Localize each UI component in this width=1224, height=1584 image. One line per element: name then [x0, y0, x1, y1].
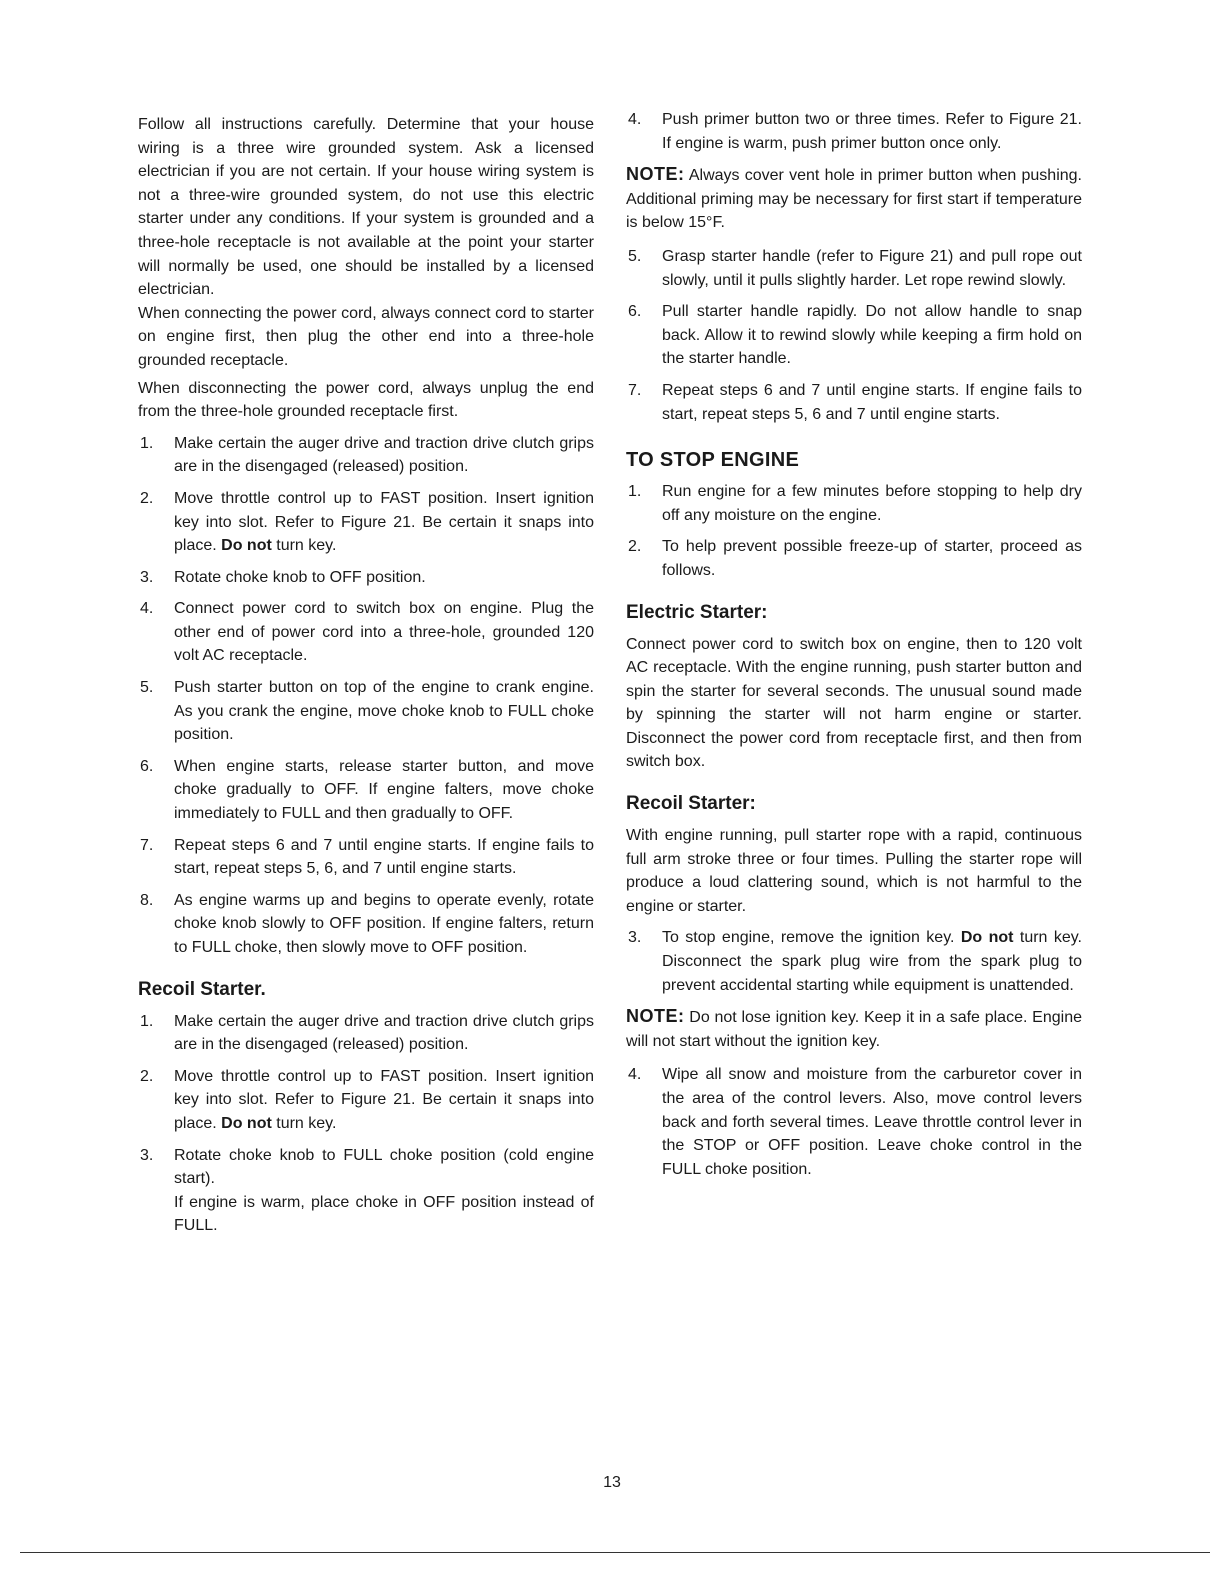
list-item: 4. Wipe all snow and moisture from the carburetor cover in the area of the control levers. Also, move control levers back and forth several times. Leave throttle control lever in the STOP or OFF position. Leave choke control in the FULL choke position.	[628, 1066, 1082, 1178]
intro-paragraph-2: When connecting the power cord, always connect cord to starter on engine first, then plug the other end into a three-hole grounded receptacle.	[138, 304, 594, 369]
note-primer: NOTE: Always cover vent hole in primer button when pushing. Additional priming may be necessary for first start if temperature is below 15°F.	[626, 164, 1082, 232]
electric-start-steps	[138, 432, 594, 960]
list-item: 2. To help prevent possible freeze-up of starter, proceed as follows.	[628, 538, 1082, 579]
recoil-start-steps-continued	[626, 108, 1082, 155]
list-item: 1. Make certain the auger drive and traction drive clutch grips are in the disengaged (released) position.	[140, 434, 594, 476]
list-item: 5. Grasp starter handle (refer to Figure 21) and pull rope out slowly, until it pulls slightly harder. Let rope rewind slowly.	[628, 247, 1082, 289]
list-item: 6. Pull starter handle rapidly. Do not allow handle to snap back. Allow it to rewind slowly while keeping a firm hold on the starter handle.	[628, 303, 1082, 368]
recoil-starter-heading: Recoil Starter.	[138, 978, 266, 1000]
list-item: 3. Rotate choke knob to OFF position.	[140, 568, 426, 586]
recoil-start-steps-continued-2	[626, 245, 1082, 426]
stop-engine-heading: TO STOP ENGINE	[626, 449, 800, 472]
list-item: 2. Move throttle control up to FAST position. Insert ignition key into slot. Refer to Figure 21. Be certain it snaps into place. Do not turn key.	[140, 1067, 594, 1132]
list-item: 3. Rotate choke knob to FULL choke position (cold engine start). If engine is warm, place choke in OFF position instead of FULL.	[140, 1146, 594, 1235]
stop-engine-steps-continued	[626, 926, 1082, 997]
recoil-starter-heading-right: Recoil Starter:	[626, 793, 756, 815]
note-ignition-key: NOTE: Do not lose ignition key. Keep it in a safe place. Engine will not start without the ignition key.	[626, 1006, 1082, 1050]
footer-rule	[20, 1552, 1210, 1553]
left-column	[138, 113, 594, 1246]
list-item: 4. Connect power cord to switch box on engine. Plug the other end of power cord into a three-hole, grounded 120 volt AC receptacle.	[140, 600, 594, 665]
list-item: 7. Repeat steps 6 and 7 until engine starts. If engine fails to start, repeat steps 5, 6, and 7 until engine starts.	[140, 836, 594, 878]
page-number: 13	[603, 1474, 621, 1491]
list-item: 1. Run engine for a few minutes before stopping to help dry off any moisture on the engine.	[628, 483, 1082, 524]
electric-starter-text: Connect power cord to switch box on engine, then to 120 volt AC receptacle. With the engine running, push starter button and spin the starter for several seconds. The unusual sound made by spinning the starter will not harm engine or starter. Disconnect the power cord from receptacle first, and then from switch box.	[626, 635, 1082, 771]
list-item: 1. Make certain the auger drive and traction drive clutch grips are in the disengaged (released) position.	[140, 1012, 594, 1054]
list-item: 2. Move throttle control up to FAST position. Insert ignition key into slot. Refer to Figure 21. Be certain it snaps into place. Do not turn key.	[140, 489, 594, 555]
intro-paragraph-1: Follow all instructions carefully. Determine that your house wiring is a three wire grounded system. Ask a licensed electrician if you are not certain. If your house wiring system is not a three-wire grounded system, do not use this electric starter under any conditions. If your system is grounded and a three-hole receptacle is not available at the point your starter will normally be used, one should be installed by a licensed electrician.	[138, 116, 594, 299]
list-item: 5. Push starter button on top of the engine to crank engine. As you crank the engine, move choke knob to FULL choke position.	[140, 679, 594, 744]
list-item: 6. When engine starts, release starter button, and move choke gradually to OFF. If engine falters, move choke immediately to FULL and then gradually to OFF.	[140, 757, 594, 823]
list-item: 3. To stop engine, remove the ignition key. Do not turn key. Disconnect the spark plug wire from the spark plug to prevent accidental starting while equipment is unattended.	[628, 929, 1083, 994]
electric-starter-heading: Electric Starter:	[626, 601, 768, 623]
stop-engine-steps	[626, 480, 1082, 582]
recoil-start-steps	[138, 1010, 594, 1238]
list-item: 4. Push primer button two or three times. Refer to Figure 21. If engine is warm, push primer button once only.	[628, 111, 1082, 152]
intro-paragraph-3: When disconnecting the power cord, always unplug the end from the three-hole grounded receptacle first.	[138, 379, 594, 421]
right-column	[626, 108, 1082, 1189]
stop-engine-steps-continued-2	[626, 1063, 1082, 1181]
list-item: 7. Repeat steps 6 and 7 until engine starts. If engine fails to start, repeat steps 5, 6 and 7 until engine starts.	[628, 381, 1082, 423]
list-item: 8. As engine warms up and begins to operate evenly, rotate choke knob slowly to OFF position. If engine falters, return to FULL choke, then slowly move to OFF position.	[140, 891, 594, 956]
recoil-starter-text: With engine running, pull starter rope with a rapid, continuous full arm stroke three or four times. Pulling the starter rope will produce a loud clattering sound, which is not harmful to the engine or starter.	[626, 827, 1082, 915]
